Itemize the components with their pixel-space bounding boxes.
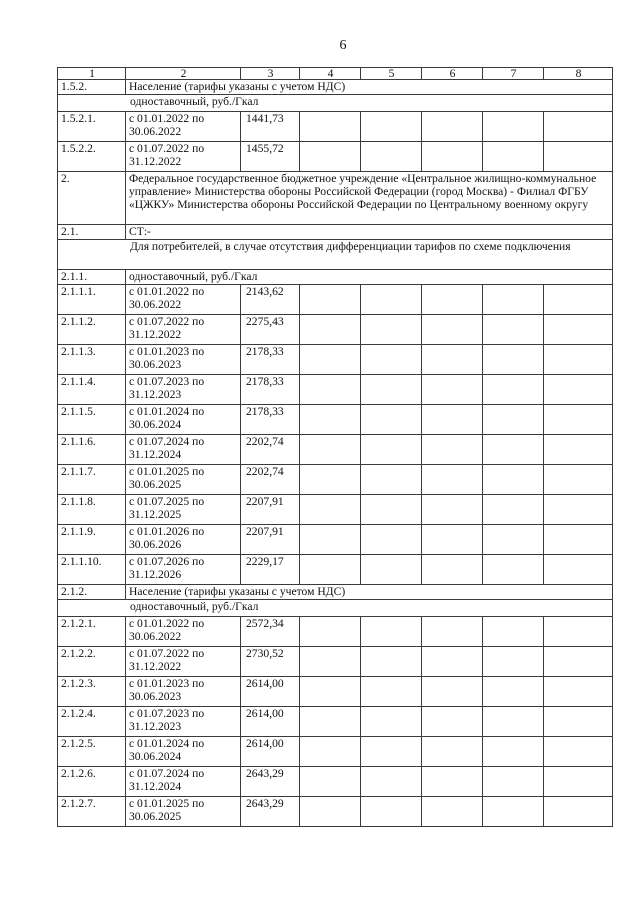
row-period: с 01.07.2024 по 31.12.2024: [126, 435, 241, 465]
empty-cell: [422, 495, 483, 525]
empty-cell: [544, 677, 613, 707]
row-code: 2.1.2.: [58, 585, 126, 600]
row-period: с 01.07.2022 по 31.12.2022: [126, 142, 241, 172]
empty-cell: [483, 405, 544, 435]
empty-cell: [300, 707, 361, 737]
table-row: [58, 142, 613, 172]
row-code: 2.1.2.6.: [58, 767, 126, 797]
subsection-row: [58, 95, 613, 112]
row-period: с 01.01.2022 по 30.06.2022: [126, 112, 241, 142]
row-value: 2730,52: [241, 647, 300, 677]
table-row: [58, 647, 613, 677]
column-header: 3: [241, 68, 300, 80]
empty-cell: [361, 677, 422, 707]
empty-cell: [422, 285, 483, 315]
empty-cell: [361, 435, 422, 465]
empty-cell: [483, 647, 544, 677]
row-period: с 01.07.2023 по 31.12.2023: [126, 707, 241, 737]
column-header: 5: [361, 68, 422, 80]
row-code: 2.1.2.2.: [58, 647, 126, 677]
empty-cell: [483, 525, 544, 555]
empty-cell: [483, 435, 544, 465]
table-row: [58, 797, 613, 827]
empty-cell: [422, 375, 483, 405]
row-code: 2.1.1.3.: [58, 345, 126, 375]
row-code: 2.1.2.4.: [58, 707, 126, 737]
empty-cell: [300, 617, 361, 647]
row-period: с 01.07.2023 по 31.12.2023: [126, 375, 241, 405]
empty-cell: [361, 112, 422, 142]
empty-cell: [422, 737, 483, 767]
section-row: [58, 270, 613, 285]
row-code: 2.1.1.: [58, 270, 126, 285]
table-row: [58, 677, 613, 707]
row-value: 2572,34: [241, 617, 300, 647]
empty-cell: [544, 495, 613, 525]
column-header: 4: [300, 68, 361, 80]
empty-cell: [361, 767, 422, 797]
empty-cell: [544, 647, 613, 677]
table-row: [58, 465, 613, 495]
table-row: [58, 555, 613, 585]
empty-cell: [544, 405, 613, 435]
section-row: [58, 585, 613, 600]
row-code: 2.1.2.5.: [58, 737, 126, 767]
table-row: [58, 112, 613, 142]
empty-cell: [544, 345, 613, 375]
empty-cell: [300, 465, 361, 495]
row-value: 2275,43: [241, 315, 300, 345]
section-title: Население (тарифы указаны с учетом НДС): [126, 585, 613, 600]
empty-cell: [544, 737, 613, 767]
table-row: [58, 315, 613, 345]
row-code: 2.1.2.1.: [58, 617, 126, 647]
empty-cell: [483, 555, 544, 585]
empty-cell: [483, 375, 544, 405]
empty-cell: [361, 285, 422, 315]
row-period: с 01.01.2026 по 30.06.2026: [126, 525, 241, 555]
row-code: 2.1.1.5.: [58, 405, 126, 435]
empty-cell: [361, 142, 422, 172]
empty-cell: [300, 435, 361, 465]
empty-cell: [361, 375, 422, 405]
empty-cell: [361, 707, 422, 737]
empty-cell: [361, 315, 422, 345]
empty-cell: [544, 767, 613, 797]
empty-cell: [483, 767, 544, 797]
subsection-label: одноставочный, руб./Гкал: [58, 600, 613, 617]
row-period: с 01.01.2022 по 30.06.2022: [126, 617, 241, 647]
empty-cell: [422, 647, 483, 677]
empty-cell: [361, 737, 422, 767]
row-value: 2178,33: [241, 405, 300, 435]
empty-cell: [544, 315, 613, 345]
empty-cell: [300, 647, 361, 677]
row-value: 2202,74: [241, 465, 300, 495]
empty-cell: [361, 465, 422, 495]
empty-cell: [300, 525, 361, 555]
empty-cell: [422, 555, 483, 585]
row-value: 2614,00: [241, 737, 300, 767]
empty-cell: [483, 285, 544, 315]
row-code: 2.1.1.9.: [58, 525, 126, 555]
row-code: 2.1.1.7.: [58, 465, 126, 495]
row-period: с 01.01.2024 по 30.06.2024: [126, 405, 241, 435]
empty-cell: [422, 525, 483, 555]
row-period: с 01.01.2025 по 30.06.2025: [126, 465, 241, 495]
row-period: с 01.07.2022 по 31.12.2022: [126, 315, 241, 345]
empty-cell: [544, 465, 613, 495]
row-code: 2.1.2.7.: [58, 797, 126, 827]
empty-cell: [361, 647, 422, 677]
empty-cell: [422, 112, 483, 142]
empty-cell: [544, 555, 613, 585]
empty-cell: [422, 345, 483, 375]
empty-cell: [483, 495, 544, 525]
note-row: [58, 240, 613, 270]
column-header: 8: [544, 68, 613, 80]
empty-cell: [483, 737, 544, 767]
row-period: с 01.01.2023 по 30.06.2023: [126, 345, 241, 375]
table-row: [58, 707, 613, 737]
row-value: 2178,33: [241, 375, 300, 405]
row-period: с 01.07.2024 по 31.12.2024: [126, 767, 241, 797]
table-row: [58, 617, 613, 647]
row-value: 2143,62: [241, 285, 300, 315]
section-title: СТ:-: [126, 225, 613, 240]
row-code: 1.5.2.1.: [58, 112, 126, 142]
column-header: 7: [483, 68, 544, 80]
row-code: 2.1.1.8.: [58, 495, 126, 525]
empty-cell: [361, 495, 422, 525]
row-code: 2.1.1.10.: [58, 555, 126, 585]
column-header: 1: [58, 68, 126, 80]
table-row: [58, 495, 613, 525]
row-code: 2.1.1.2.: [58, 315, 126, 345]
section-title: Федеральное государственное бюджетное учреждение «Центральное жилищно-коммунальное управление» Министерства обороны Российской Федерации (город Москва) - Филиал ФГБУ «ЦЖКУ» Министерства обороны Российской Федерации по Центральному военному округу: [126, 172, 613, 225]
row-value: 2229,17: [241, 555, 300, 585]
table-row: [58, 345, 613, 375]
section-row: [58, 80, 613, 95]
row-code: 2.: [58, 172, 126, 225]
page-number: 6: [339, 38, 347, 53]
table-row: [58, 737, 613, 767]
row-period: с 01.01.2022 по 30.06.2022: [126, 285, 241, 315]
row-period: с 01.01.2024 по 30.06.2024: [126, 737, 241, 767]
row-value: 1441,73: [241, 112, 300, 142]
empty-cell: [300, 375, 361, 405]
row-code: 2.1.1.1.: [58, 285, 126, 315]
empty-cell: [422, 677, 483, 707]
subsection-row: [58, 600, 613, 617]
empty-cell: [361, 525, 422, 555]
empty-cell: [483, 345, 544, 375]
table-row: [58, 375, 613, 405]
tariff-table: [57, 67, 613, 827]
row-period: с 01.01.2025 по 30.06.2025: [126, 797, 241, 827]
row-code: 2.1.1.6.: [58, 435, 126, 465]
empty-cell: [483, 677, 544, 707]
empty-cell: [544, 525, 613, 555]
row-value: 2178,33: [241, 345, 300, 375]
empty-cell: [483, 112, 544, 142]
empty-cell: [422, 435, 483, 465]
column-header: 6: [422, 68, 483, 80]
empty-cell: [544, 797, 613, 827]
empty-cell: [544, 142, 613, 172]
row-period: с 01.07.2025 по 31.12.2025: [126, 495, 241, 525]
empty-cell: [300, 737, 361, 767]
row-code: 2.1.1.4.: [58, 375, 126, 405]
row-value: 2614,00: [241, 677, 300, 707]
empty-cell: [300, 767, 361, 797]
row-period: с 01.01.2023 по 30.06.2023: [126, 677, 241, 707]
empty-cell: [422, 465, 483, 495]
empty-cell: [300, 112, 361, 142]
header-row: [58, 68, 613, 80]
empty-cell: [361, 797, 422, 827]
empty-cell: [544, 112, 613, 142]
empty-cell: [300, 555, 361, 585]
table-row: [58, 405, 613, 435]
section-row: [58, 172, 613, 225]
row-code: 2.1.: [58, 225, 126, 240]
row-code: 1.5.2.2.: [58, 142, 126, 172]
empty-cell: [544, 707, 613, 737]
row-code: 2.1.2.3.: [58, 677, 126, 707]
table-row: [58, 285, 613, 315]
empty-cell: [422, 142, 483, 172]
column-header: 2: [126, 68, 241, 80]
empty-cell: [544, 375, 613, 405]
row-value: 2643,29: [241, 767, 300, 797]
empty-cell: [422, 707, 483, 737]
row-value: 1455,72: [241, 142, 300, 172]
empty-cell: [300, 797, 361, 827]
empty-cell: [300, 495, 361, 525]
empty-cell: [422, 315, 483, 345]
empty-cell: [483, 707, 544, 737]
table-row: [58, 525, 613, 555]
row-period: с 01.07.2026 по 31.12.2026: [126, 555, 241, 585]
empty-cell: [544, 435, 613, 465]
section-title: Население (тарифы указаны с учетом НДС): [126, 80, 613, 95]
empty-cell: [422, 797, 483, 827]
empty-cell: [422, 767, 483, 797]
empty-cell: [361, 405, 422, 435]
empty-cell: [483, 617, 544, 647]
empty-cell: [544, 285, 613, 315]
row-value: 2614,00: [241, 707, 300, 737]
empty-cell: [422, 405, 483, 435]
table-row: [58, 435, 613, 465]
empty-cell: [300, 315, 361, 345]
empty-cell: [300, 345, 361, 375]
row-code: 1.5.2.: [58, 80, 126, 95]
empty-cell: [544, 617, 613, 647]
row-period: с 01.07.2022 по 31.12.2022: [126, 647, 241, 677]
row-value: 2207,91: [241, 525, 300, 555]
empty-cell: [422, 617, 483, 647]
empty-cell: [483, 142, 544, 172]
table-row: [58, 767, 613, 797]
empty-cell: [483, 797, 544, 827]
empty-cell: [361, 345, 422, 375]
section-row: [58, 225, 613, 240]
section-title: одноставочный, руб./Гкал: [126, 270, 613, 285]
empty-cell: [361, 555, 422, 585]
empty-cell: [361, 617, 422, 647]
empty-cell: [300, 677, 361, 707]
empty-cell: [300, 405, 361, 435]
empty-cell: [483, 465, 544, 495]
empty-cell: [483, 315, 544, 345]
row-value: 2643,29: [241, 797, 300, 827]
row-value: 2207,91: [241, 495, 300, 525]
row-value: 2202,74: [241, 435, 300, 465]
subsection-label: одноставочный, руб./Гкал: [58, 95, 613, 112]
note-label: Для потребителей, в случае отсутствия дифференциации тарифов по схеме подключения: [58, 240, 613, 270]
empty-cell: [300, 142, 361, 172]
empty-cell: [300, 285, 361, 315]
